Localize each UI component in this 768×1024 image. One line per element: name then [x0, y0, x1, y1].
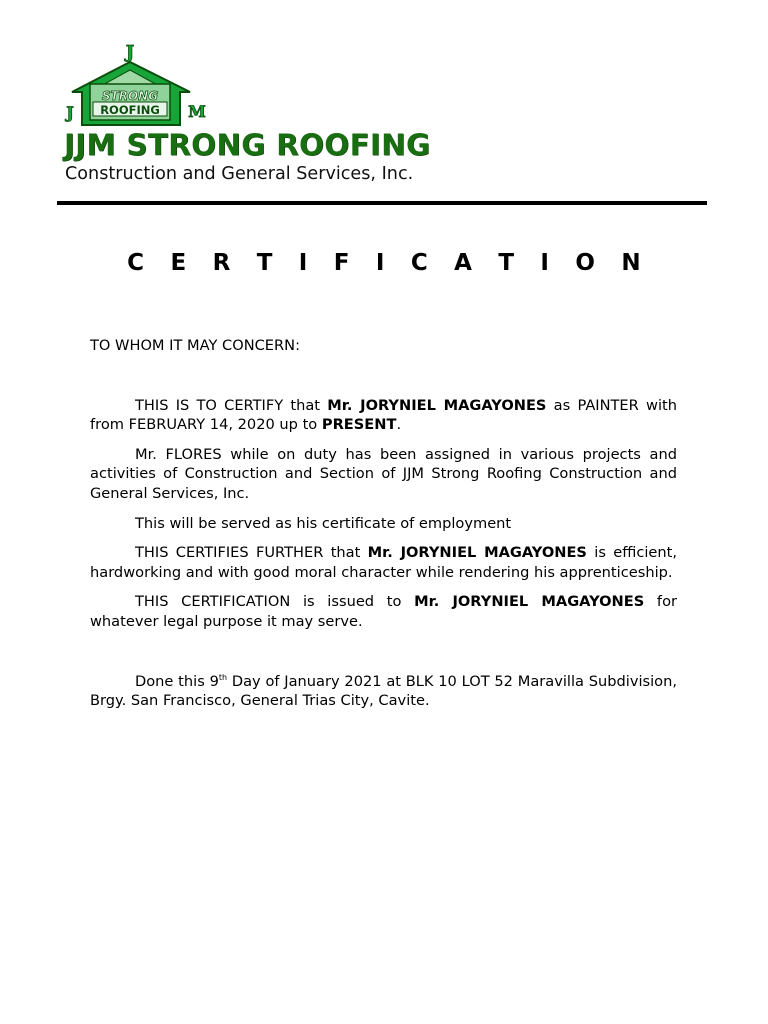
salutation: TO WHOM IT MAY CONCERN:: [90, 337, 300, 354]
document-body: [90, 336, 677, 721]
logo-letter-left: J: [66, 103, 74, 122]
logo-letter-top: J: [125, 42, 135, 63]
header-divider: [57, 201, 707, 205]
employee-name: Mr. JORYNIEL MAGAYONES: [414, 593, 645, 611]
paragraph-duty: Mr. FLORES while on duty has been assigned in various projects and activities of Construction and Section of JJM Strong Roofing Construction and General Services, Inc.: [90, 445, 677, 502]
company-name: JJM STRONG ROOFING: [64, 128, 431, 162]
present-label: PRESENT: [321, 416, 397, 434]
company-subtitle: Construction and General Services, Inc.: [65, 164, 414, 184]
company-logo-icon: [62, 40, 212, 130]
document-title: C E R T I F I C A T I O N: [127, 250, 650, 276]
paragraph-certify: THIS IS TO CERTIFY that Mr. JORYNIEL MAGAYONES as PAINTER with from FEBRUARY 14, 2020 up to PRESENT.: [90, 396, 677, 434]
logo-sign-top: STRONG: [101, 89, 159, 103]
paragraph-purpose: This will be served as his certificate of employment: [135, 514, 512, 532]
employee-name: Mr. JORYNIEL MAGAYONES: [327, 396, 547, 414]
letterhead: [62, 40, 722, 190]
paragraph-issuance: THIS CERTIFICATION is issued to Mr. JORYNIEL MAGAYONES for whatever legal purpose it may serve.: [90, 593, 677, 630]
paragraph-date-place: Done this 9th Day of January 2021 at BLK 10 LOT 52 Maravilla Subdivision, Brgy. San Francisco, General Trias City, Cavite.: [90, 672, 678, 710]
logo-sign-bottom: ROOFING: [100, 103, 160, 117]
paragraph-character: THIS CERTIFIES FURTHER that Mr. JORYNIEL MAGAYONES is efficient, hardworking and with good moral character while rendering his apprenticeship.: [90, 544, 677, 581]
employee-name: Mr. JORYNIEL MAGAYONES: [367, 544, 587, 562]
ordinal-suffix: th: [218, 672, 228, 682]
logo-letter-right: M: [188, 102, 206, 121]
